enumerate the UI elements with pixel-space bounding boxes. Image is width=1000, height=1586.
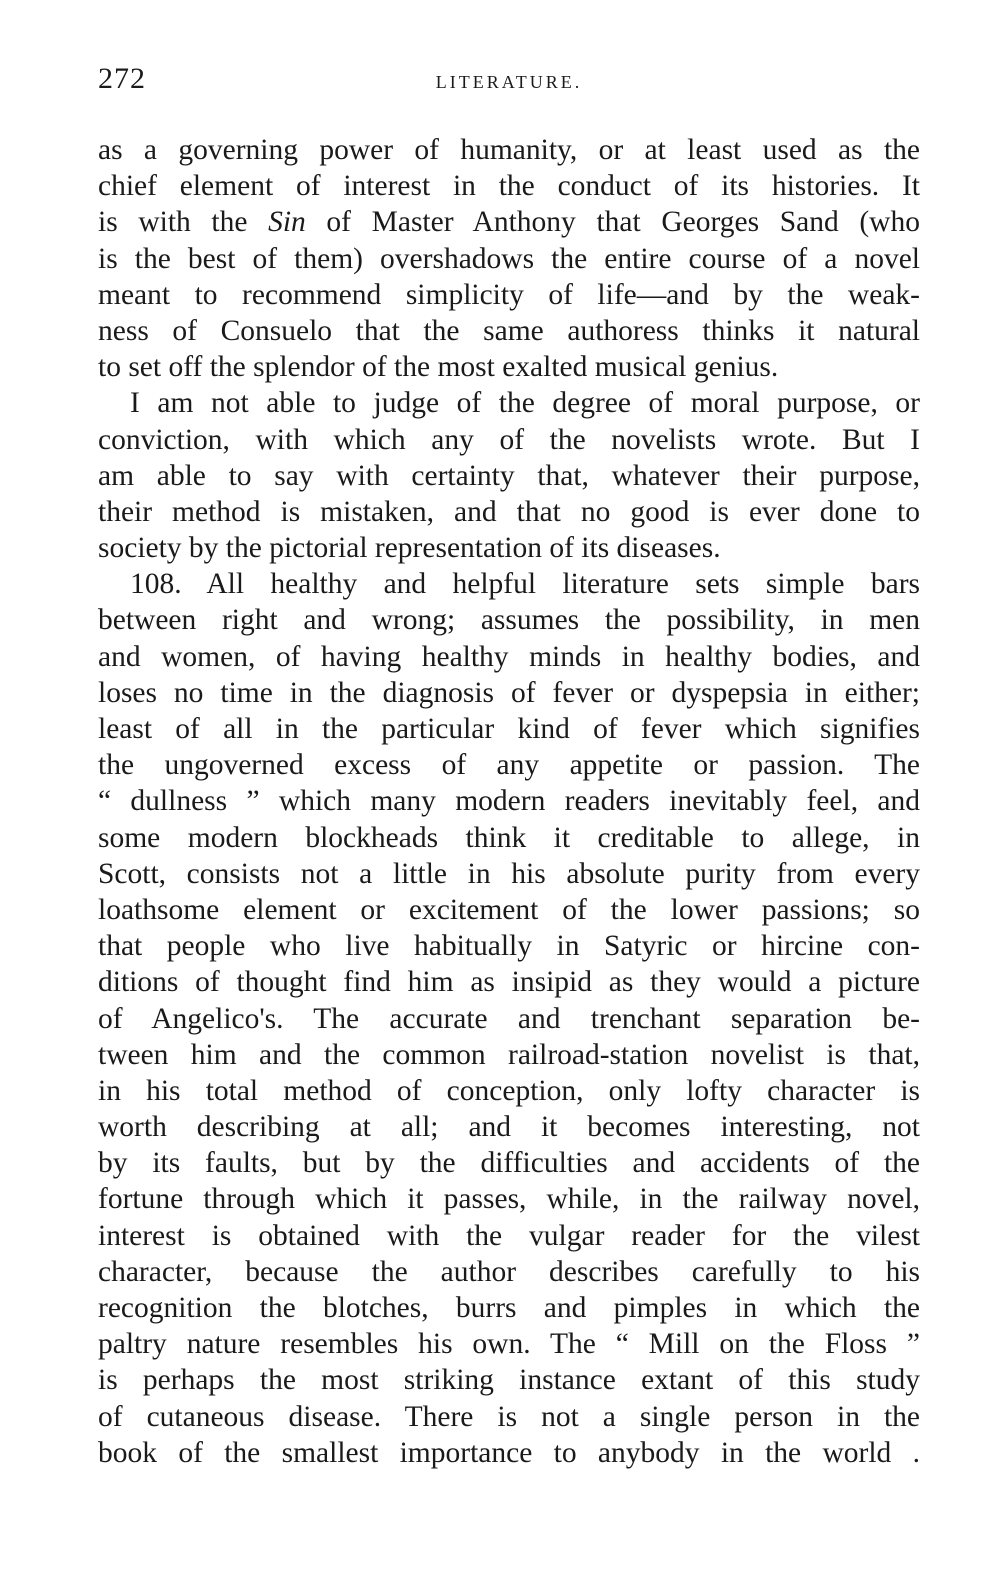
text-line: some modern blockheads think it creditable to allege, in	[98, 821, 920, 854]
text-line: loathsome element or excitement of the lower passions; so	[98, 893, 920, 926]
text-line: least of all in the particular kind of fever which signifies	[98, 713, 920, 745]
text-line: ness of Consuelo that the same authoress thinks it natural	[98, 314, 920, 347]
text-line: to set off the splendor of the most exalted musical genius.	[98, 351, 779, 384]
text-line: Scott, consists not a little in his absolute purity from every	[98, 857, 920, 890]
text-line: between right and wrong; assumes the possibility, in men	[98, 604, 920, 637]
text-line: ditions of thought find him as insipid as they would a picture	[98, 966, 920, 999]
text-line: book of the smallest importance to anybody in the world .	[98, 1436, 920, 1469]
text-line: meant to recommend simplicity of life—and by the weak-	[98, 278, 920, 311]
text-line: of Angelico's. The accurate and trenchant separation be-	[98, 1002, 920, 1035]
text-line: paltry nature resembles his own. The “ Mill on the Floss ”	[98, 1328, 920, 1361]
text-line: the ungoverned excess of any appetite or passion. The	[98, 749, 920, 782]
body-text	[98, 132, 920, 1471]
text-line: “ dullness ” which many modern readers inevitably feel, and	[98, 785, 920, 818]
text-line: interest is obtained with the vulgar reader for the vilest	[98, 1219, 920, 1252]
text-line: tween him and the common railroad-station novelist is that,	[98, 1038, 920, 1071]
page-number: 272	[98, 62, 146, 95]
text-line: 108. All healthy and helpful literature sets simple bars	[130, 568, 920, 601]
text-line: character, because the author describes carefully to his	[98, 1255, 920, 1288]
running-title: LITERATURE.	[435, 72, 583, 92]
text-line: as a governing power of humanity, or at least used as the	[98, 134, 920, 166]
text-line: recognition the blotches, burrs and pimples in which the	[98, 1292, 920, 1324]
text-line: is perhaps the most striking instance extant of this study	[98, 1364, 920, 1397]
page-header	[98, 62, 920, 102]
text-line: chief element of interest in the conduct of its histories. It	[98, 170, 920, 203]
text-line: and women, of having healthy minds in healthy bodies, and	[98, 640, 920, 673]
text-line: is the best of them) overshadows the entire course of a novel	[98, 242, 920, 275]
text-line: am able to say with certainty that, whatever their purpose,	[98, 459, 920, 492]
text-line: I am not able to judge of the degree of moral purpose, or	[130, 387, 920, 420]
text-line: is with the Sin of Master Anthony that Georges Sand (who	[98, 206, 920, 239]
text-line: fortune through which it passes, while, in the railway novel,	[98, 1183, 920, 1216]
text-line: conviction, with which any of the novelists wrote. But I	[98, 423, 920, 456]
text-line: in his total method of conception, only lofty character is	[98, 1074, 920, 1107]
text-line: by its faults, but by the difficulties and accidents of the	[98, 1147, 920, 1180]
text-line: society by the pictorial representation of its diseases.	[98, 532, 721, 565]
text-line: worth describing at all; and it becomes interesting, not	[98, 1111, 920, 1144]
text-line: loses no time in the diagnosis of fever or dyspepsia in either;	[98, 676, 920, 709]
text-line: that people who live habitually in Satyric or hircine con-	[98, 930, 920, 963]
text-line: of cutaneous disease. There is not a single person in the	[98, 1400, 920, 1433]
text-line: their method is mistaken, and that no good is ever done to	[98, 495, 920, 528]
